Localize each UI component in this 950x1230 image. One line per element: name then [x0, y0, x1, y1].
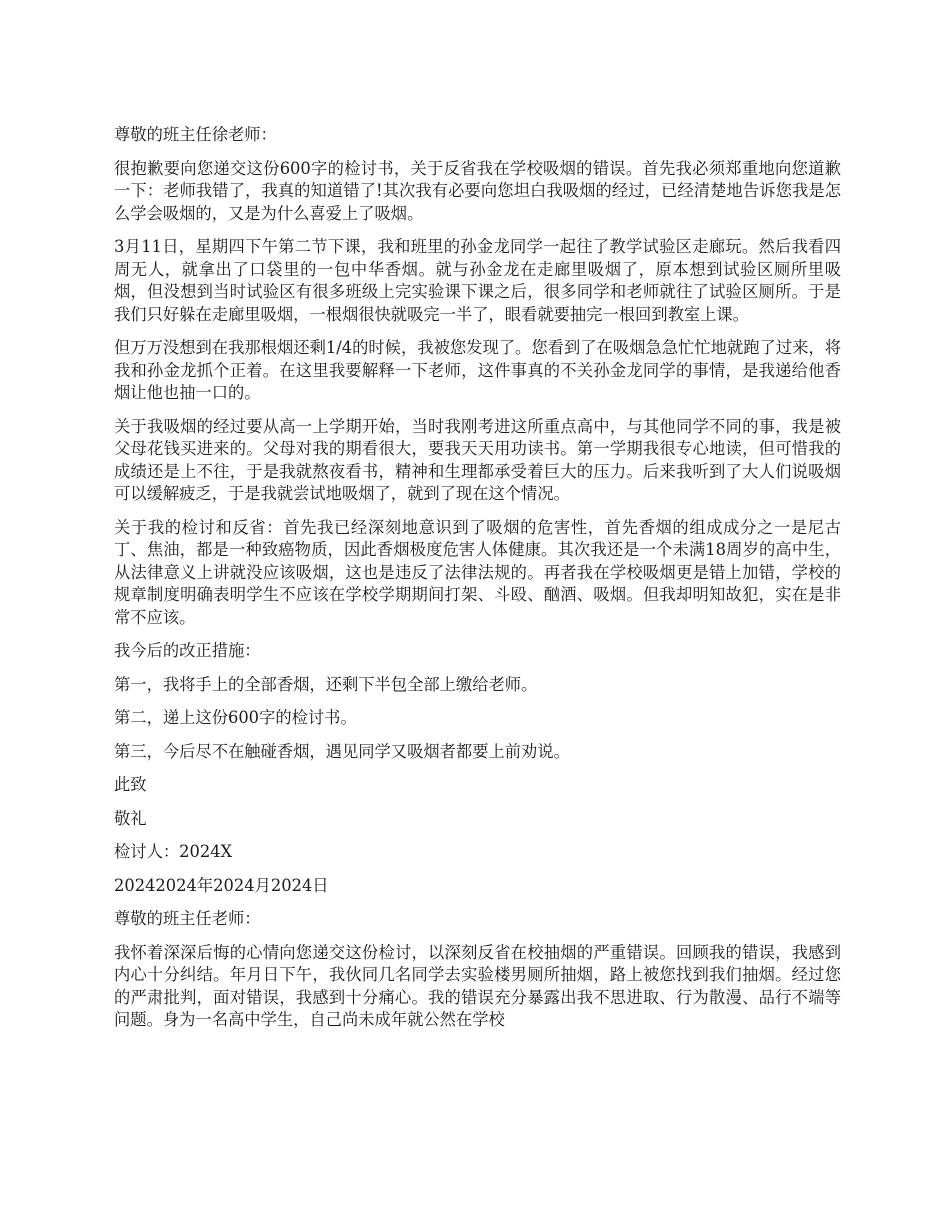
paragraph-apology: 很抱歉要向您递交这份600字的检讨书，关于反省我在学校吸烟的错误。首先我必须郑重地向您道歉一下：老师我错了，我真的知道错了!其次我有必要向您坦白我吸烟的经过，已经清楚地告诉您我是怎么学会吸烟的，又是为什么喜爱上了吸烟。	[114, 158, 841, 223]
salutation-second: 尊敬的班主任老师：	[114, 909, 261, 928]
measure-item: 第二，递上这份600字的检讨书。	[114, 708, 357, 727]
paragraph-second-letter: 我怀着深深后悔的心情向您递交这份检讨，以深刻反省在校抽烟的严重错误。回顾我的错误，我感到内心十分纠结。年月日下午，我伙同几名同学去实验楼男厕所抽烟，路上被您找到我们抽烟。经过您的严肃批判，面对错误，我感到十分痛心。我的错误充分暴露出我不思进取、行为散漫、品行不端等问题。身为一名高中学生，自己尚未成年就公然在学校	[114, 942, 841, 1029]
measure-item: 第一，我将手上的全部香烟，还剩下半包全部上缴给老师。	[114, 674, 538, 694]
paragraph-incident: 3月11日，星期四下午第二节下课，我和班里的孙金龙同学一起往了教学试验区走廊玩。然后我看四周无人，就拿出了口袋里的一包中华香烟。就与孙金龙在走廊里吸烟了，原本想到试验区厕所里吸烟，但没想到当时试验区有很多班级上完实验课下课之后，很多同学和老师就往了试验区厕所。于是我们只好躲在走廊里吸烟，一根烟很快就吸完一半了，眼看就要抽完一根回到教室上课。	[114, 237, 841, 324]
closing-line: 此致	[114, 775, 147, 794]
paragraph-reflection: 关于我的检讨和反省：首先我已经深刻地意识到了吸烟的危害性，首先香烟的组成成分之一是尼古丁、焦油，都是一种致癌物质，因此香烟极度危害人体健康。其次我还是一个未满18周岁的高中生，从法律意义上讲就没应该吸烟，这也是违反了法律法规的。再者我在学校吸烟更是错上加错，学校的规章制度明确表明学生不应该在学校学期期间打架、斗殴、酗酒、吸烟。但我却明知故犯，实在是非常不应该。	[114, 517, 841, 627]
measures-heading: 我今后的改正措施：	[114, 641, 261, 660]
paragraph-background: 关于我吸烟的经过要从高一上学期开始，当时我刚考进这所重点高中，与其他同学不同的事，我是被父母花钱买进来的。父母对我的期看很大，要我天天用功读书。第一学期我很专心地读，但可惜我的成绩还是上不往，于是我就熬夜看书，精神和生理都承受着巨大的压力。后来我听到了大人们说吸烟可以缓解疲乏，于是我就尝试地吸烟了，就到了现在这个情况。	[114, 416, 841, 503]
paragraph-discovered: 但万万没想到在我那根烟还剩1/4的时候，我被您发现了。您看到了在吸烟急急忙忙地就跑了过来，将我和孙金龙抓个正着。在这里我要解释一下老师，这件事真的不关孙金龙同学的事情，是我递给他香烟让他也抽一口的。	[114, 338, 841, 402]
salutation: 尊敬的班主任徐老师：	[114, 125, 277, 144]
date-line: 20242024年2024月2024日	[114, 875, 329, 895]
closing-salute: 敬礼	[114, 808, 147, 828]
signature: 检讨人：2024X	[114, 842, 233, 861]
measure-item: 第三，今后尽不在触碰香烟，遇见同学又吸烟者都要上前劝说。	[114, 741, 570, 761]
document-page	[114, 124, 841, 1043]
